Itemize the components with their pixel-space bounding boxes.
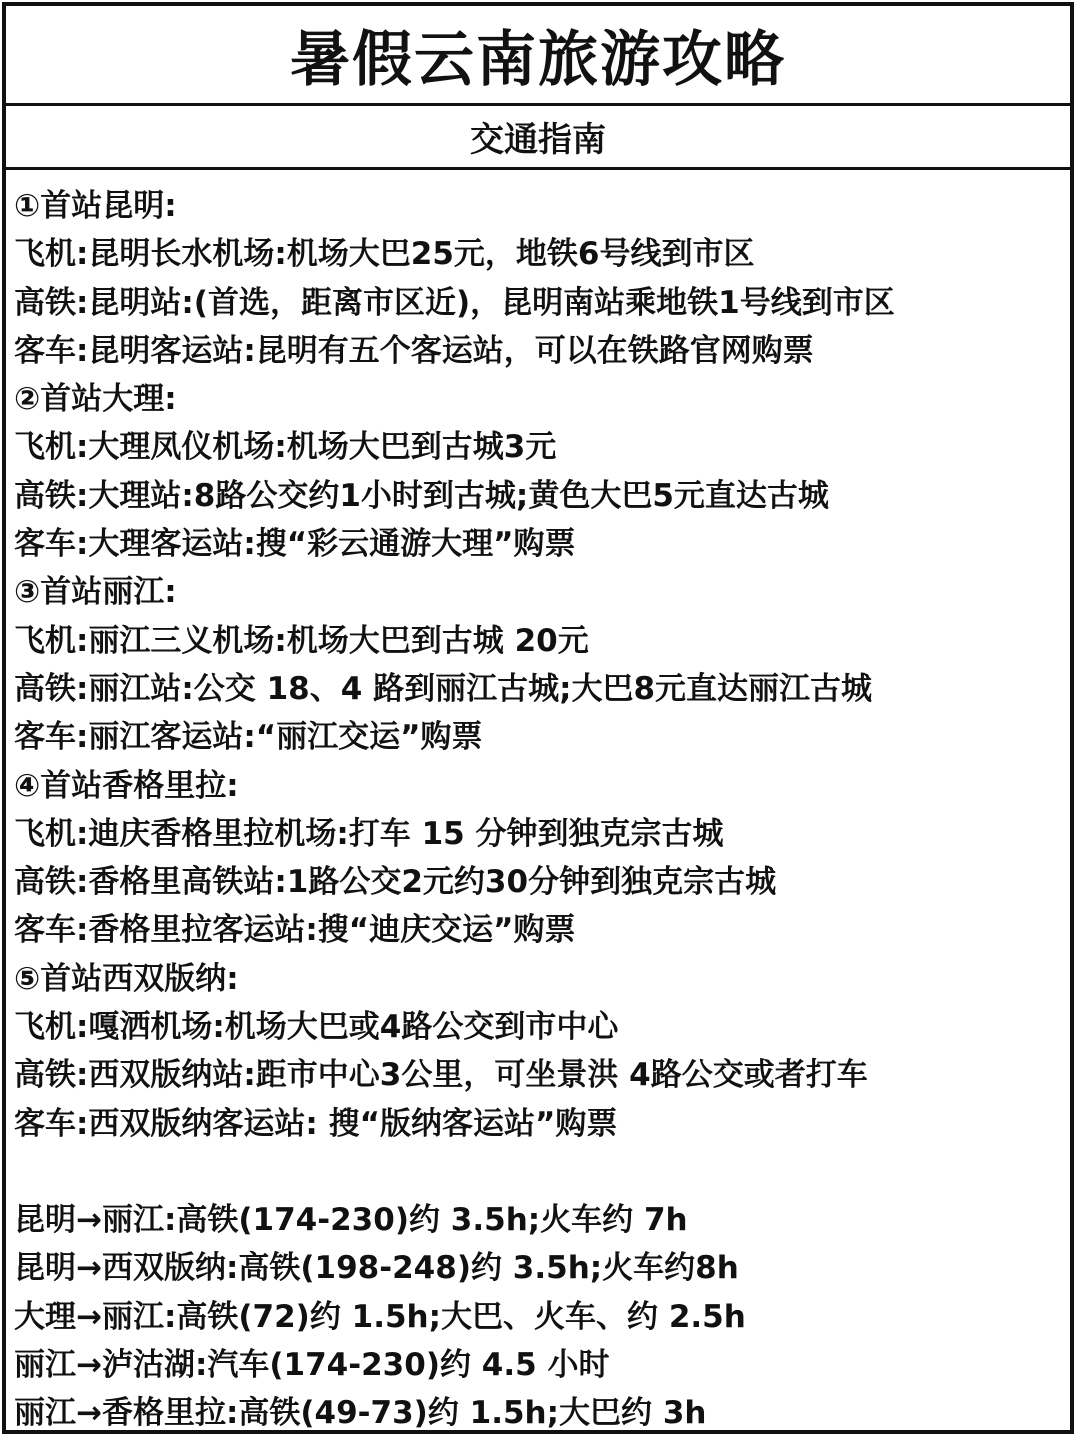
blank-spacer — [14, 1148, 1070, 1196]
text-line: 客车:香格里拉客运站:搜“迪庆交运”购票 — [14, 912, 576, 949]
text-line: 客车:昆明客运站:昆明有五个客运站，可以在铁路官网购票 — [14, 332, 814, 369]
text-line: 飞机:嘎洒机场:机场大巴或4路公交到市中心 — [14, 1009, 619, 1046]
text-line: 飞机:大理凤仪机场:机场大巴到古城3元 — [14, 429, 557, 466]
route-line: 大理→丽江:高铁(72)约 1.5h;大巴、火车、约 2.5h — [14, 1298, 746, 1335]
route-line: 丽江→香格里拉:高铁(49-73)约 1.5h;大巴约 3h — [14, 1395, 707, 1432]
text-line: 高铁:大理站:8路公交约1小时到古城;黄色大巴5元直达古城 — [14, 477, 829, 514]
text-line: 飞机:昆明长水机场:机场大巴25元，地铁6号线到市区 — [14, 236, 755, 273]
section-heading-shangrila: ④首站香格里拉: — [14, 767, 239, 804]
section-heading-xishuangbanna: ⑤首站西双版纳: — [14, 960, 239, 997]
text-line: 高铁:西双版纳站:距市中心3公里，可坐景洪 4路公交或者打车 — [14, 1057, 868, 1094]
document-frame — [2, 2, 1074, 1434]
route-line: 昆明→西双版纳:高铁(198-248)约 3.5h;火车约8h — [14, 1250, 739, 1287]
text-line: 高铁:香格里高铁站:1路公交2元约30分钟到独克宗古城 — [14, 864, 777, 901]
text-line: 飞机:迪庆香格里拉机场:打车 15 分钟到独克宗古城 — [14, 815, 724, 852]
section-heading-kunming: ①首站昆明: — [14, 188, 177, 224]
text-line: 高铁:丽江站:公交 18、4 路到丽江古城;大巴8元直达丽江古城 — [14, 670, 873, 707]
text-line: 飞机:丽江三义机场:机场大巴到古城 20元 — [14, 622, 589, 659]
subtitle-row — [6, 106, 1070, 170]
section-heading-dali: ②首站大理: — [14, 381, 177, 418]
route-line: 昆明→丽江:高铁(174-230)约 3.5h;火车约 7h — [14, 1201, 688, 1238]
route-line: 丽江→泸沽湖:汽车(174-230)约 4.5 小时 — [14, 1346, 610, 1383]
title-row — [6, 6, 1070, 106]
text-line: 客车:大理客运站:搜“彩云通游大理”购票 — [14, 526, 576, 563]
content-area — [6, 170, 1070, 1437]
route-list — [14, 1196, 1070, 1437]
text-line: 高铁:昆明站:(首选，距离市区近)，昆明南站乘地铁1号线到市区 — [14, 284, 895, 321]
section-subtitle: 交通指南 — [470, 120, 606, 160]
text-line: 客车:丽江客运站:“丽江交运”购票 — [14, 719, 483, 756]
page-title: 暑假云南旅游攻略 — [290, 24, 786, 95]
section-heading-lijiang: ③首站丽江: — [14, 574, 177, 611]
text-line: 客车:西双版纳客运站: 搜“版纳客运站”购票 — [14, 1105, 618, 1142]
